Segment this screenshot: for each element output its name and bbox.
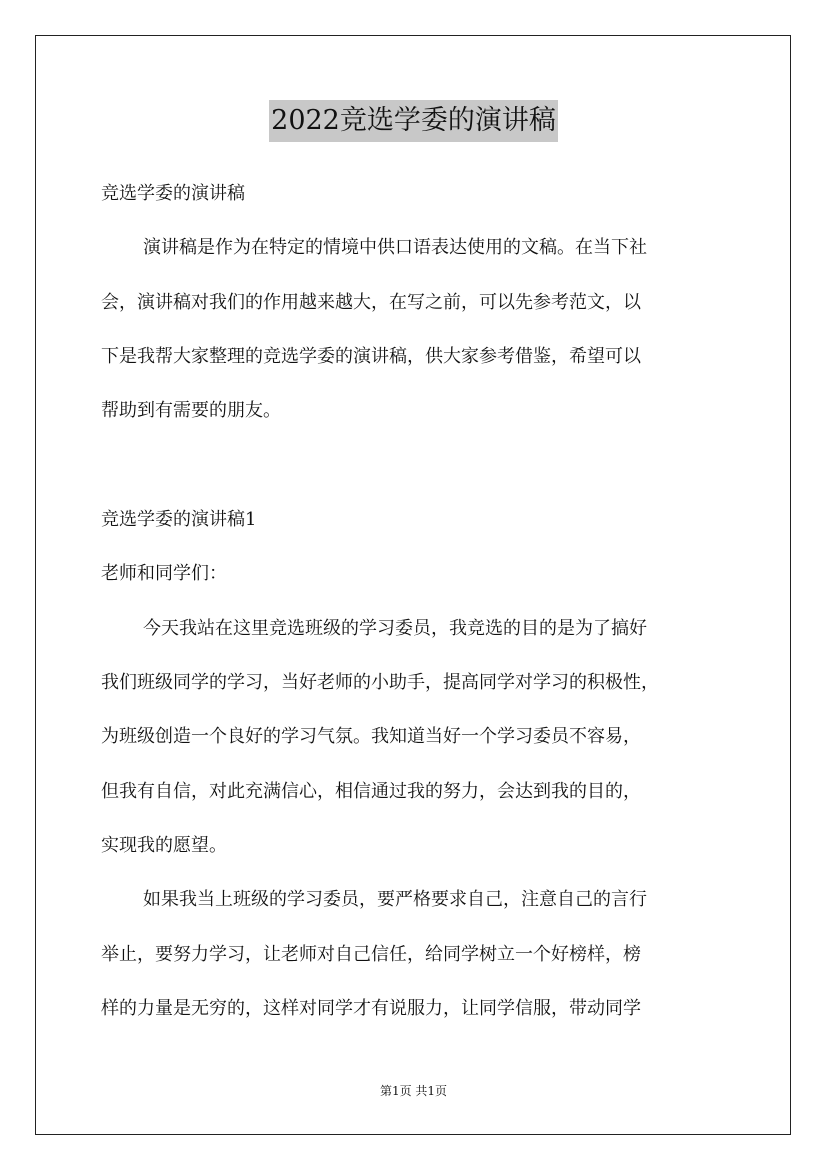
paragraph-line: 举止，要努力学习，让老师对自己信任，给同学树立一个好榜样，榜 <box>101 944 641 965</box>
intro-line: 会，演讲稿对我们的作用越来越大，在写之前，可以先参考范文，以 <box>101 292 641 313</box>
title-container <box>0 100 827 142</box>
subtitle: 竞选学委的演讲稿 <box>101 183 245 204</box>
greeting: 老师和同学们： <box>101 563 227 584</box>
intro-line: 帮助到有需要的朋友。 <box>101 400 281 421</box>
paragraph-line: 但我有自信，对此充满信心，相信通过我的努力，会达到我的目的， <box>101 781 641 802</box>
document-title: 2022竞选学委的演讲稿 <box>269 100 558 142</box>
intro-line: 演讲稿是作为在特定的情境中供口语表达使用的文稿。在当下社 <box>143 237 647 258</box>
paragraph-line: 我们班级同学的学习，当好老师的小助手，提高同学对学习的积极性， <box>101 672 659 693</box>
paragraph-line: 为班级创造一个良好的学习气氛。我知道当好一个学习委员不容易， <box>101 726 641 747</box>
section-heading: 竞选学委的演讲稿1 <box>101 509 257 530</box>
paragraph-line: 今天我站在这里竞选班级的学习委员，我竞选的目的是为了搞好 <box>143 618 647 639</box>
paragraph-line: 如果我当上班级的学习委员，要严格要求自己，注意自己的言行 <box>143 889 647 910</box>
intro-line: 下是我帮大家整理的竞选学委的演讲稿，供大家参考借鉴，希望可以 <box>101 346 641 367</box>
paragraph-line: 实现我的愿望。 <box>101 835 227 856</box>
page-footer: 第1页 共1页 <box>379 1084 448 1098</box>
paragraph-line: 样的力量是无穷的，这样对同学才有说服力，让同学信服，带动同学 <box>101 998 641 1019</box>
